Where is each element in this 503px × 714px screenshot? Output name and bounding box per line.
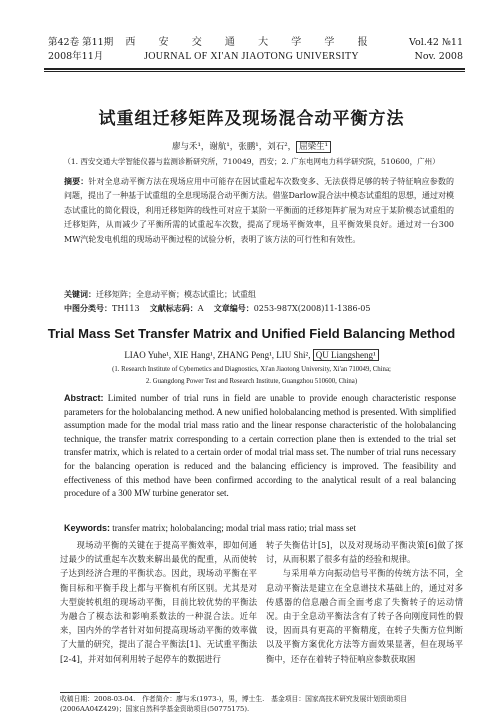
authors-cn (0, 140, 503, 152)
keywords-cn-text: 迁移矩阵；全息动平衡；模态试重比；试重组 (96, 290, 256, 299)
issue-date: 2008年11月 (48, 51, 104, 62)
footnote-line: (2006AA04Z429)；国家自然科学基金资助项目(50775175). (60, 705, 250, 713)
authors-cn-list: 廖与禾¹，谢航¹，张鹏¹，刘石²， (171, 142, 297, 152)
body-paragraph: 与采用单方向振动信号平衡的传统方法不同，全息动平衡法是建立在全息谱技术基础上的，通过对多传感器的信息融合而全面考虑了失衡转子的运动情况。由于全息动平衡法含有了转子各向刚度同性的假设，因而具有更高的平衡精度，在转子失衡方位判断以及平衡方案优化方法等方面效果显著，但在现场平衡中，还存在着转子特征响应参数获取困 (266, 568, 463, 664)
body-paragraph: 现场动平衡的关键在于提高平衡效率，即如何通过最少的试重起车次数来解出最优的配重，从而使转子达到经济合理的平衡状态。因此，现场动平衡在平衡目标和平衡手段上都与平衡机有所区别。尤其是对大型旋转机组的现场动平衡，目前比较优势的平衡法为融合了模态法和影响系数法的一种混合法。近年来，国内外的学者针对如何提高现场动平衡的效率做了大量的研究，提出了混合平衡法[1]、无试重平衡法[2-4]，并对如何利用转子起停车的数据进行 (60, 540, 257, 664)
keywords-cn-label: 关键词： (64, 290, 96, 299)
abstract-cn-text: 针对全息动平衡方法在现场应用中可能存在因试重起车次数变多、无法获得足够的转子特征响应参数的问题，提出了一种基于试重组的全息现场混合动平衡方法。借鉴Darlow混合法中模态试重组的思想，通过对模态试重比的简化假设，利用迁移矩阵的线性可对应于某阶一平衡面的迁移矩阵扩展为对应于某阶模态试重组的迁移矩阵，从而减少了平衡所需的试重起车次数，提高了现场平衡效率，且平衡效果良好。通过对一台300 MW汽轮发电机组的现场动平衡过程的试验分析，表明了该方法的可行性和有效性。 (64, 177, 455, 244)
keywords-en (64, 522, 456, 535)
authors-en-boxed: QU Liangsheng¹ (313, 349, 379, 361)
doc-code-value: A (197, 304, 204, 313)
affiliation-en-1: (1. Research Institute of Cybernetics and Diagnostics, Xi'an Jiaotong University, Xi'an 710049, China; (112, 366, 391, 373)
keywords-en-text: transfer matrix; holobalancing; modal trial mass ratio; trial mass set (110, 523, 356, 533)
journal-name-en: JOURNAL OF XI'AN JIAOTONG UNIVERSITY (144, 51, 359, 62)
title-cn: 试重组迁移矩阵及现场混合动平衡方法 (98, 109, 405, 129)
affiliation-cn: （1. 西安交通大学智能仪器与监测诊断研究所，710049，西安；2. 广东电网电力科学研究院，510600，广州） (63, 157, 440, 166)
doc-code-label: 文献标志码： (149, 304, 198, 313)
abstract-cn-label: 摘要： (64, 177, 89, 186)
footnote-rule (60, 692, 180, 693)
authors-en (0, 350, 503, 360)
body-paragraph: 转子失衡估计[5]，以及对现场动平衡决策[6]做了探讨，从而积累了很多有益的经验和规律。 (266, 540, 463, 565)
abstract-en-text: Limited number of trial runs in field are unable to provide enough characteristic response parameters for the holobalancing method. A new unified holobalancing method is presented. With simplified assumption made for the modal trial mass ratio and the linear response characteristic of the holobalancing technique, the transfer matrix corresponding to a certain correction plane then is extended to the trial set transfer matrix, which is related to a certain order of modal trial mass set. The number of trial runs necessary for the balancing operation is reduced and the balancing efficiency is improved. The feasibility and effectiveness of this method have been confirmed according to the analytical result of a real balancing procedure of a 300 MW turbine generator set. (64, 393, 456, 499)
header-rule-thin (44, 71, 465, 72)
article-no-label: 文章编号： (213, 304, 254, 313)
body-column-left (60, 538, 257, 666)
authors-cn-boxed: 屈梁生¹ (296, 141, 331, 153)
authors-en-list: LIAO Yuhe¹, XIE Hang¹, ZHANG Peng¹, LIU Shi², (124, 350, 313, 360)
issue-date-en: Nov. 2008 (414, 51, 463, 62)
issue-info-en (409, 36, 463, 64)
header-rule (44, 68, 465, 70)
keywords-cn (64, 288, 454, 301)
abstract-en (64, 392, 456, 501)
footnote-line: 收稿日期：2008-03-04. 作者简介：廖与禾(1973-)，男，博士生. 基金项目：国家高技术研究发展计划资助项目 (60, 695, 408, 703)
article-no-value: 0253-987X(2008)11-1386-05 (253, 304, 371, 313)
title-en: Trial Mass Set Transfer Matrix and Unified Field Balancing Method (47, 326, 456, 341)
journal-name-cn: 西 安 交 通 大 学 学 报 (125, 37, 378, 48)
volume-issue: 第42卷 第11期 (48, 37, 114, 48)
abstract-en-label: Abstract: (64, 393, 104, 403)
affiliation-en-2: 2. Guangdong Power Test and Research Institute, Guangzhou 510600, China) (145, 378, 358, 385)
body-column-right (266, 538, 463, 666)
volume-issue-en: Vol.42 №11 (409, 37, 463, 48)
keywords-en-label: Keywords: (64, 523, 111, 533)
clc-label: 中图分类号： (64, 304, 112, 313)
footnote (60, 694, 470, 714)
abstract-cn (64, 175, 454, 247)
classification-cn (64, 302, 454, 315)
clc-value: TH113 (112, 304, 140, 313)
